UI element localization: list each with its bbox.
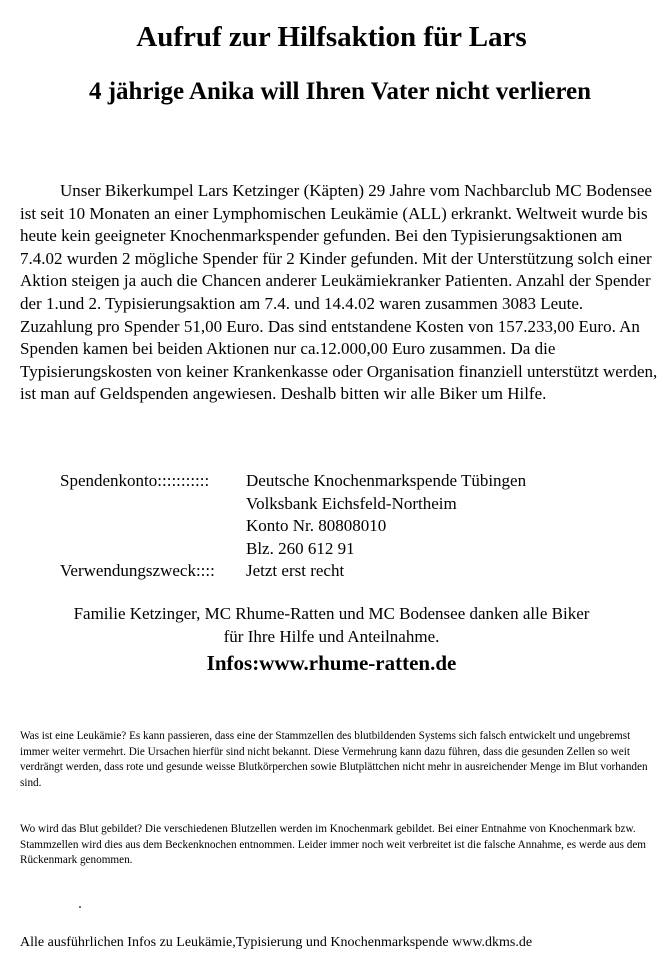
bank-name: Deutsche Knochenmarkspende Tübingen (246, 471, 527, 490)
purpose-value: Jetzt erst recht (246, 561, 345, 581)
donation-row-account (60, 470, 526, 493)
appeal-paragraph: Unser Bikerkumpel Lars Ketzinger (Käpten) 29 Jahre vom Nachbarclub MC Bodensee ist seit 10 Monaten an einer Lymphomischen Leukämie (ALL) erkrankt. Weltweit wurde bis heute kein geeigneter Knochenmarkspender gefunden. Bei den Typisierungsaktionen am 7.4.02 wurden 2 mögliche Spender für 2 Kinder gefunden. Mit der Unterstützung solch einer Aktion steigen ja auch die Chancen anderer Leukämiekranker Patienten. Anzahl der Spender der 1.und 2. Typisierungsaktion am 7.4. und 14.4.02 waren zusammen 3083 Leute. Zuzahlung pro Spender 51,00 Euro. Das sind entstandene Kosten von 157.233,00 Euro. An Spenden kamen bei beiden Aktionen nur ca.12.000,00 Euro zusammen. Da die Typisierungskosten von keiner Krankenkasse oder Organisation finanziell unterstützt werden, ist man auf Geldspenden angewiesen. Deshalb bitten wir alle Biker um Hilfe. (20, 181, 658, 404)
leukemia-info-paragraph: Was ist eine Leukämie? Es kann passieren, dass eine der Stammzellen des blutbildenden Systems sich falsch entwickelt und ungebremst immer weiter vermehrt. Die Ursachen hierfür sind nicht bekannt. Diese Vermehrung kann dazu führen, dass die gesunden Zellen so weit verdrängt werden, dass rote und gesunde weisse Blutkörperchen sowie Blutplättchen nicht mehr in ausreichender Menge im Blut vorhanden sind. (20, 730, 648, 789)
donation-details (60, 470, 526, 583)
footer-text: Alle ausführlichen Infos zu Leukämie,Typisierung und Knochenmarkspende www.dkms.de (20, 935, 533, 950)
thanks-line-2: für Ihre Hilfe und Anteilnahme. (223, 626, 440, 646)
thanks-text (0, 603, 663, 648)
donation-row-number (60, 515, 526, 538)
donation-row-branch (60, 493, 526, 516)
donation-row-purpose (60, 560, 526, 583)
scan-speck (79, 906, 81, 908)
account-label: Spendenkonto::::::::::: (60, 471, 210, 490)
bank-branch: Volksbank Eichsfeld-Northeim (246, 493, 457, 513)
purpose-label: Verwendungszweck:::: (60, 561, 215, 581)
page-title: Aufruf zur Hilfsaktion für Lars (136, 21, 527, 53)
info-website: Infos:www.rhume-ratten.de (206, 651, 457, 675)
bank-code: Blz. 260 612 91 (246, 538, 355, 558)
blood-info-paragraph: Wo wird das Blut gebildet? Die verschiedenen Blutzellen werden im Knochenmark gebildet. Bei einer Entnahme von Knochenmark bzw. Stammzellen wird dies aus dem Beckenknochen entnommen. Leider immer noch weit verbreitet ist die falsche Annahme, es werde aus dem Rückenmark genommen. (20, 823, 646, 867)
page-subtitle: 4 jährige Anika will Ihren Vater nicht verlieren (88, 78, 592, 105)
thanks-line-1: Familie Ketzinger, MC Rhume-Ratten und MC Bodensee danken alle Biker (73, 604, 590, 623)
account-number: Konto Nr. 80808010 (246, 516, 387, 536)
donation-row-blz (60, 538, 526, 561)
